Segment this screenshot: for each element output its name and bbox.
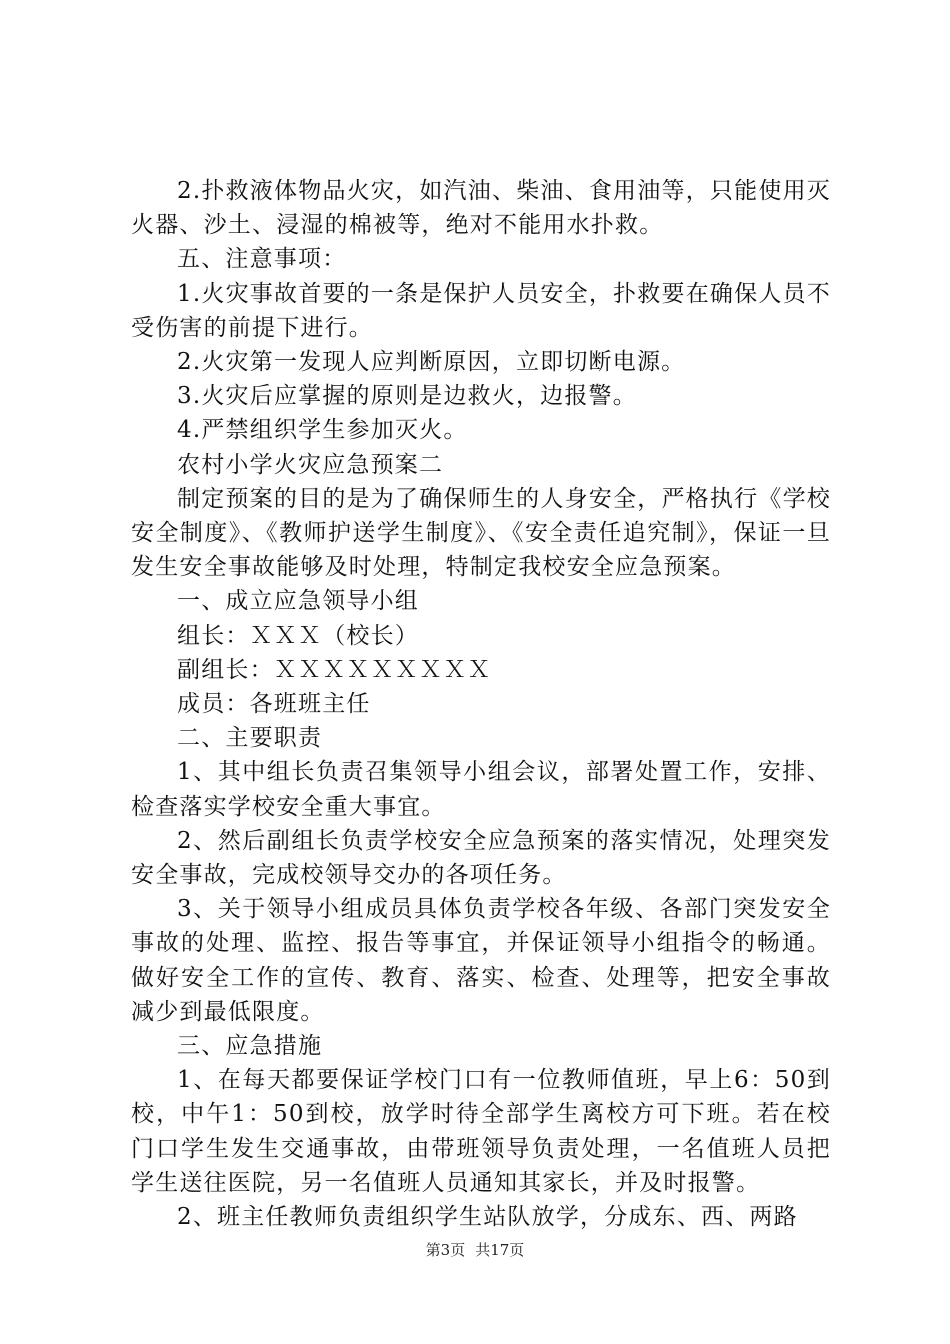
paragraph: 2、然后副组长负责学校安全应急预案的落实情况，处理突发安全事故，完成校领导交办的各项任务。 xyxy=(131,827,831,889)
page-total: 共17页 xyxy=(475,1241,525,1259)
paragraph: 3.火灾后应掌握的原则是边救火，边报警。 xyxy=(177,383,637,410)
section-heading: 三、应急措施 xyxy=(177,1033,323,1060)
paragraph: 组长：ＸＸＸ（校长） xyxy=(177,622,419,649)
paragraph: 4.严禁组织学生参加灭火。 xyxy=(177,417,468,444)
paragraph: 2.火灾第一发现人应判断原因，立即切断电源。 xyxy=(177,349,686,376)
paragraph: 3、关于领导小组成员具体负责学校各年级、各部门突发安全事故的处理、监控、报告等事宜，并保证领导小组指令的畅通。做好安全工作的宣传、教育、落实、检查、处理等，把安全事故减少到最低限度。 xyxy=(131,896,831,1025)
section-heading: 一、成立应急领导小组 xyxy=(177,588,419,615)
section-heading: 五、注意事项： xyxy=(177,246,347,273)
paragraph: 成员：各班班主任 xyxy=(177,691,371,718)
paragraph: 副组长：ＸＸＸＸＸＸＸＸＸ xyxy=(177,656,492,683)
document-subtitle: 农村小学火灾应急预案二 xyxy=(177,451,444,478)
section-heading: 二、主要职责 xyxy=(177,725,323,752)
page-number: 第3页 xyxy=(425,1241,466,1259)
paragraph: 1.火灾事故首要的一条是保护人员安全，扑救要在确保人员不受伤害的前提下进行。 xyxy=(131,280,831,341)
paragraph: 2、班主任教师负责组织学生站队放学，分成东、西、两路 xyxy=(177,1204,798,1231)
paragraph: 1、其中组长负责召集领导小组会议，部署处置工作，安排、检查落实学校安全重大事宜。 xyxy=(131,759,831,820)
paragraph: 1、在每天都要保证学校门口有一位教师值班，早上6：50到校，中午1：50到校，放学时待全部学生离校方可下班。若在校门口学生发生交通事故，由带班领导负责处理，一名值班人员把学生送往医院，另一名值班人员通知其家长，并及时报警。 xyxy=(131,1067,831,1196)
page-footer xyxy=(0,1240,950,1260)
paragraph: 制定预案的目的是为了确保师生的人身安全，严格执行《学校安全制度》、《教师护送学生制度》、《安全责任追究制》，保证一旦发生安全事故能够及时处理，特制定我校安全应急预案。 xyxy=(131,485,831,581)
paragraph: 2.扑救液体物品火灾，如汽油、柴油、食用油等，只能使用灭火器、沙土、浸湿的棉被等，绝对不能用水扑救。 xyxy=(131,178,831,239)
document-body xyxy=(131,174,831,1234)
